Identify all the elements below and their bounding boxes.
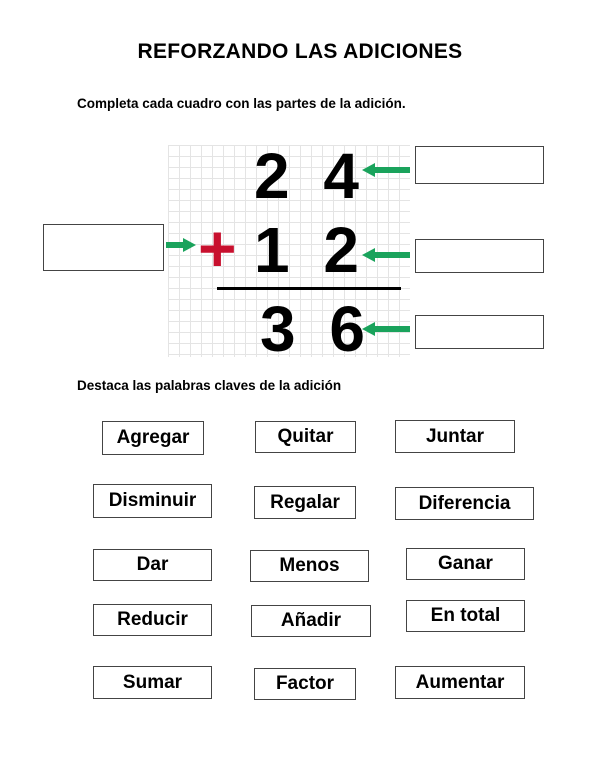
keyword-box[interactable]: Quitar <box>255 421 356 453</box>
arrow-left-icon <box>362 322 410 336</box>
addend-2: 1 2 <box>254 214 367 286</box>
keyword-box[interactable]: Factor <box>254 668 356 700</box>
plus-sign: + <box>198 211 237 285</box>
answer-box-sum[interactable] <box>415 315 544 349</box>
sum: 3 6 <box>260 293 373 365</box>
arrow-left-icon <box>362 163 410 177</box>
keyword-box[interactable]: Dar <box>93 549 212 581</box>
keyword-box[interactable]: Diferencia <box>395 487 534 520</box>
arrow-right-icon <box>166 238 196 252</box>
answer-box-addend-2[interactable] <box>415 239 544 273</box>
keyword-box[interactable]: En total <box>406 600 525 632</box>
answer-box-plus-sign[interactable] <box>43 224 164 271</box>
keyword-box[interactable]: Regalar <box>254 486 356 519</box>
page-title: REFORZANDO LAS ADICIONES <box>137 40 463 63</box>
instruction-complete-boxes: Completa cada cuadro con las partes de la adición. <box>77 96 406 111</box>
sum-line <box>217 287 401 290</box>
keyword-box[interactable]: Agregar <box>102 421 204 455</box>
addend-1: 2 4 <box>254 140 367 212</box>
keyword-box[interactable]: Aumentar <box>395 666 525 699</box>
keyword-box[interactable]: Ganar <box>406 548 525 580</box>
keyword-box[interactable]: Disminuir <box>93 484 212 518</box>
keyword-box[interactable]: Reducir <box>93 604 212 636</box>
arrow-left-icon <box>362 248 410 262</box>
keyword-box[interactable]: Añadir <box>251 605 371 637</box>
keyword-box[interactable]: Menos <box>250 550 369 582</box>
instruction-highlight-keywords: Destaca las palabras claves de la adición <box>77 378 342 393</box>
keyword-box[interactable]: Juntar <box>395 420 515 453</box>
keyword-box[interactable]: Sumar <box>93 666 212 699</box>
answer-box-addend-1[interactable] <box>415 146 544 184</box>
